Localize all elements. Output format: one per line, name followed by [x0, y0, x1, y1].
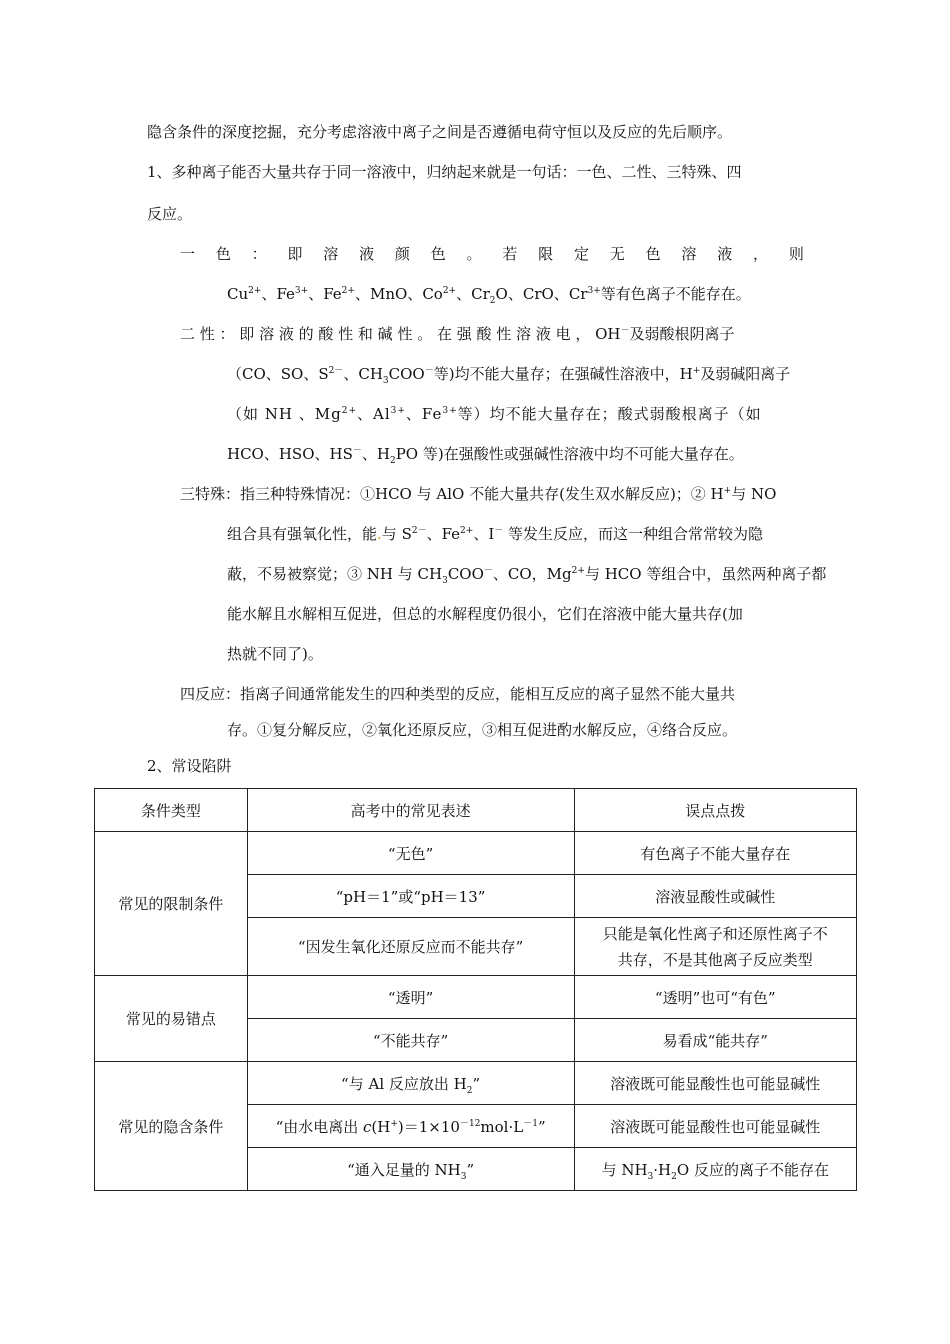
yise-char: 溶 — [323, 245, 339, 263]
table-cell: “与 Al 反应放出 $H_2$” — [247, 1062, 574, 1105]
yise-char: 则 — [788, 245, 804, 263]
yise-char: 色 — [645, 245, 661, 263]
traps-table — [94, 788, 857, 1191]
table-cell: “通入足量的 $NH_3$” — [247, 1148, 574, 1191]
yise-char: 。 — [466, 245, 482, 263]
yise-ions-line: $Cu^{2+}$、$Fe^{3+}$、$Fe^{2+}$、MnO、$Co^{2+}$、$Cr_2O$、CrO、$Cr^{3+}$等有色离子不能存在。 — [227, 285, 751, 306]
header-cell: 高考中的常见表述 — [247, 789, 574, 832]
cell-line: 只能是氧化性离子和还原性离子不 — [602, 924, 828, 943]
table-cell: 溶液显酸性或碱性 — [574, 875, 856, 918]
table-header-row — [95, 789, 857, 832]
sifanying-line-2: 存。①复分解反应，②氧化还原反应，③相互促进酌水解反应，④络合反应。 — [227, 721, 738, 739]
table-cell: “由水电离出 $c(H^+)=1\times 10^{-12}mol\cdot L^{-1}$” — [247, 1105, 574, 1148]
yise-char: 色 — [215, 245, 231, 263]
table-cell: 与 $NH_3\cdot H_2O$ 反应的离子不能存在 — [574, 1148, 856, 1191]
table-cell: “不能共存” — [247, 1019, 574, 1062]
table-cell: 易看成“能共存” — [574, 1019, 856, 1062]
intro-line: 隐含条件的深度挖掘，充分考虑溶液中离子之间是否遵循电荷守恒以及反应的先后顺序。 — [147, 123, 733, 141]
santeshu-line-5: 热就不同了)。 — [227, 645, 323, 663]
yise-char: 溶 — [681, 245, 697, 263]
erxing-line-4: HCO、HSO、HS－、$H_2PO$ 等)在强酸性或强碱性溶液中均不可能大量存在。 — [227, 445, 744, 466]
yise-heading — [180, 244, 804, 264]
erxing-line-2: （CO、SO、$S^{2-}$、$CH_3COO^-$等)均不能大量存；在强碱性溶液中，H+及弱碱阳离子 — [227, 365, 791, 386]
yise-char: 色 — [430, 245, 446, 263]
point-1-line-2: 反应。 — [147, 205, 193, 223]
table-cell: “因发生氧化还原反应而不能共存” — [247, 918, 574, 976]
table-cell — [574, 918, 856, 976]
erxing-line-3: （如 NH 、$Mg^{2+}$、$Al^{3+}$、$Fe^{3+}$等）均不能大量存在；酸式弱酸根离子（如 — [227, 405, 762, 423]
yise-char: 限 — [538, 245, 554, 263]
table-row — [95, 832, 857, 875]
yise-char: 若 — [502, 245, 518, 263]
yise-char: 即 — [287, 245, 303, 263]
sifanying-line-1: 四反应：指离子间通常能发生的四种类型的反应，能相互反应的离子显然不能大量共 — [180, 685, 736, 703]
yise-char: ： — [251, 245, 267, 263]
point-1-line-1: 1、多种离子能否大量共存于同一溶液中，归纳起来就是一句话：一色、二性、三特殊、四 — [147, 163, 742, 181]
cell-line: 共存，不是其他离子反应类型 — [617, 950, 813, 969]
point-2-heading: 2、常设陷阱 — [147, 757, 232, 775]
table-row — [95, 1062, 857, 1105]
yise-char: 无 — [609, 245, 625, 263]
yise-char: 液 — [359, 245, 375, 263]
yise-char: 一 — [180, 245, 196, 263]
header-cell: 条件类型 — [95, 789, 248, 832]
table-row — [95, 976, 857, 1019]
yise-char: ， — [753, 245, 769, 263]
table-cell: “无色” — [247, 832, 574, 875]
yise-char: 液 — [717, 245, 733, 263]
santeshu-line-3: 蔽，不易被察觉；③ NH 与 $CH_3COO^-$、CO，$Mg^{2+}$与 HCO 等组合中，虽然两种离子都 — [227, 565, 827, 586]
yise-char: 颜 — [394, 245, 410, 263]
table-cell: “pH＝1”或“pH＝13” — [247, 875, 574, 918]
santeshu-line-4: 能水解且水解相互促进，但总的水解程度仍很小，它们在溶液中能大量共存(加 — [227, 605, 743, 623]
yise-char: 定 — [573, 245, 589, 263]
santeshu-line-1: 三特殊：指三种特殊情况：①HCO 与 AlO 不能大量共存(发生双水解反应)；② H+与 NO — [180, 485, 777, 503]
table-cell: 有色离子不能大量存在 — [574, 832, 856, 875]
erxing-line-1: 二 性 ： 即 溶 液 的 酸 性 和 碱 性 。 在 强 酸 性 溶 液 电 ， OH－及弱酸根阴离子 — [180, 325, 735, 343]
santeshu-line-2: 组合具有强氧化性，能.与 $S^{2-}$、$Fe^{2+}$、I－ 等发生反应，而这一种组合常常较为隐 — [227, 525, 764, 543]
table-cell: 溶液既可能显酸性也可能显碱性 — [574, 1062, 856, 1105]
table-cell: “透明”也可“有色” — [574, 976, 856, 1019]
table-cell: “透明” — [247, 976, 574, 1019]
header-cell: 误点点拨 — [574, 789, 856, 832]
group-cell: 常见的限制条件 — [95, 832, 248, 976]
table-cell: 溶液既可能显酸性也可能显碱性 — [574, 1105, 856, 1148]
group-cell: 常见的易错点 — [95, 976, 248, 1062]
group-cell: 常见的隐含条件 — [95, 1062, 248, 1191]
